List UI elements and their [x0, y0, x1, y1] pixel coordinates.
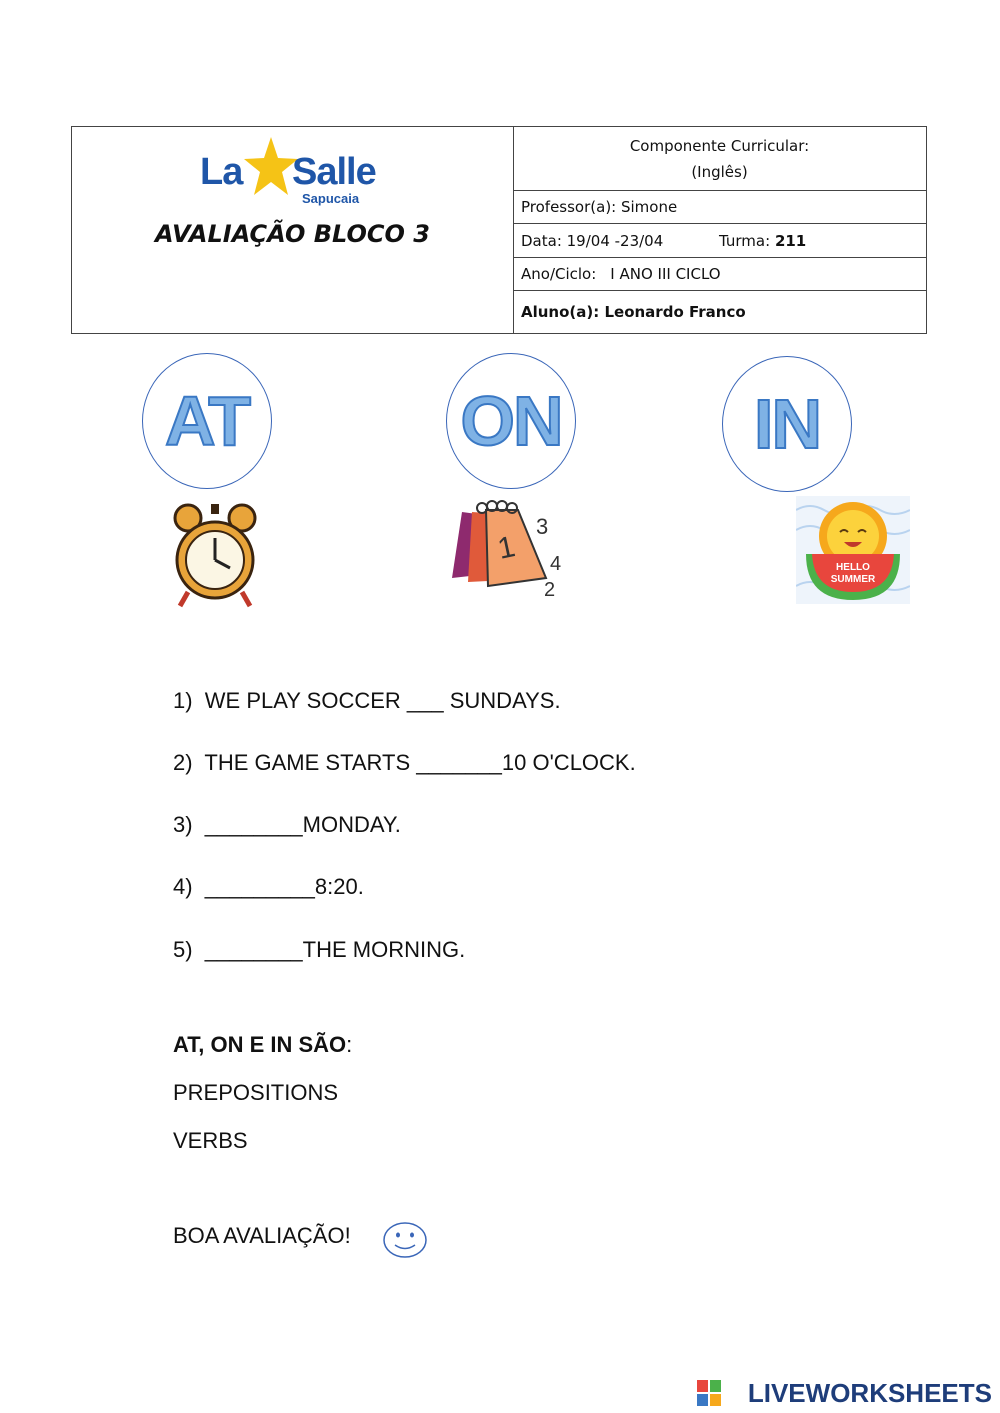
logo-salle-text: Salle: [292, 151, 376, 193]
question-1: 1) WE PLAY SOCCER ___ SUNDAYS.: [173, 688, 561, 713]
question-2: 2) THE GAME STARTS _______10 O'CLOCK.: [173, 750, 636, 775]
aluno-cell: [513, 291, 926, 333]
prompt-bold-text: AT, ON E IN SÃO: [173, 1032, 347, 1057]
professor-text: Professor(a): Simone: [521, 198, 678, 216]
turma-label: Turma:: [719, 231, 771, 250]
smiley-face-icon: [382, 1221, 428, 1259]
logo-subtitle: Sapucaia: [302, 191, 360, 206]
logo-la-text: La: [200, 151, 243, 193]
calendar-number-3: 3: [536, 514, 549, 539]
question-4: 4) _________8:20.: [173, 874, 364, 899]
liveworksheets-logo-icon: [697, 1380, 721, 1406]
ano-ciclo-label: Ano/Ciclo:: [521, 265, 597, 283]
preposition-on: ON: [460, 382, 562, 460]
componente-label: Componente Curricular:: [629, 136, 810, 155]
ano-ciclo-value: I ANO III CICLO: [610, 265, 721, 283]
data-turma-cell: [513, 224, 926, 258]
data-text: Data: 19/04 -23/04: [521, 231, 664, 250]
summer-text: SUMMER: [830, 574, 876, 585]
calendar-number-1: 1: [494, 530, 518, 566]
summer-sun-icon: [796, 496, 910, 604]
ano-ciclo-cell: [513, 258, 926, 291]
calendar-icon: [448, 498, 570, 604]
preposition-at: AT: [164, 382, 250, 460]
prompt-colon: :: [346, 1032, 353, 1057]
question-3: 3) ________MONDAY.: [173, 812, 401, 837]
star-logo-icon: [243, 135, 299, 197]
aluno-text: Aluno(a): Leonardo Franco: [521, 303, 746, 321]
alarm-clock-icon: [168, 500, 262, 612]
professor-cell: [513, 191, 926, 224]
calendar-number-4: 4: [550, 553, 562, 575]
header-table: [71, 126, 927, 334]
componente-cell: [513, 127, 926, 191]
evaluation-title: AVALIAÇÃO BLOCO 3: [155, 220, 430, 248]
turma-value: 211: [774, 231, 807, 250]
circle-on: [446, 353, 576, 489]
option-prepositions[interactable]: PREPOSITIONS: [173, 1080, 339, 1105]
circle-at: [142, 353, 272, 489]
componente-value: (Inglês): [691, 162, 748, 181]
closing-text: BOA AVALIAÇÃO!: [173, 1223, 351, 1248]
header-logo-cell: [72, 127, 514, 333]
option-verbs[interactable]: VERBS: [173, 1128, 248, 1153]
liveworksheets-watermark: LIVEWORKSHEETS: [747, 1378, 992, 1408]
hello-text: HELLO: [836, 562, 870, 573]
preposition-in: IN: [754, 385, 820, 463]
circle-in: [722, 356, 852, 492]
header-info-cell: [513, 127, 926, 333]
question-5: 5) ________THE MORNING.: [173, 937, 466, 962]
multiple-choice-prompt: [173, 1032, 352, 1058]
calendar-number-2: 2: [544, 579, 556, 601]
